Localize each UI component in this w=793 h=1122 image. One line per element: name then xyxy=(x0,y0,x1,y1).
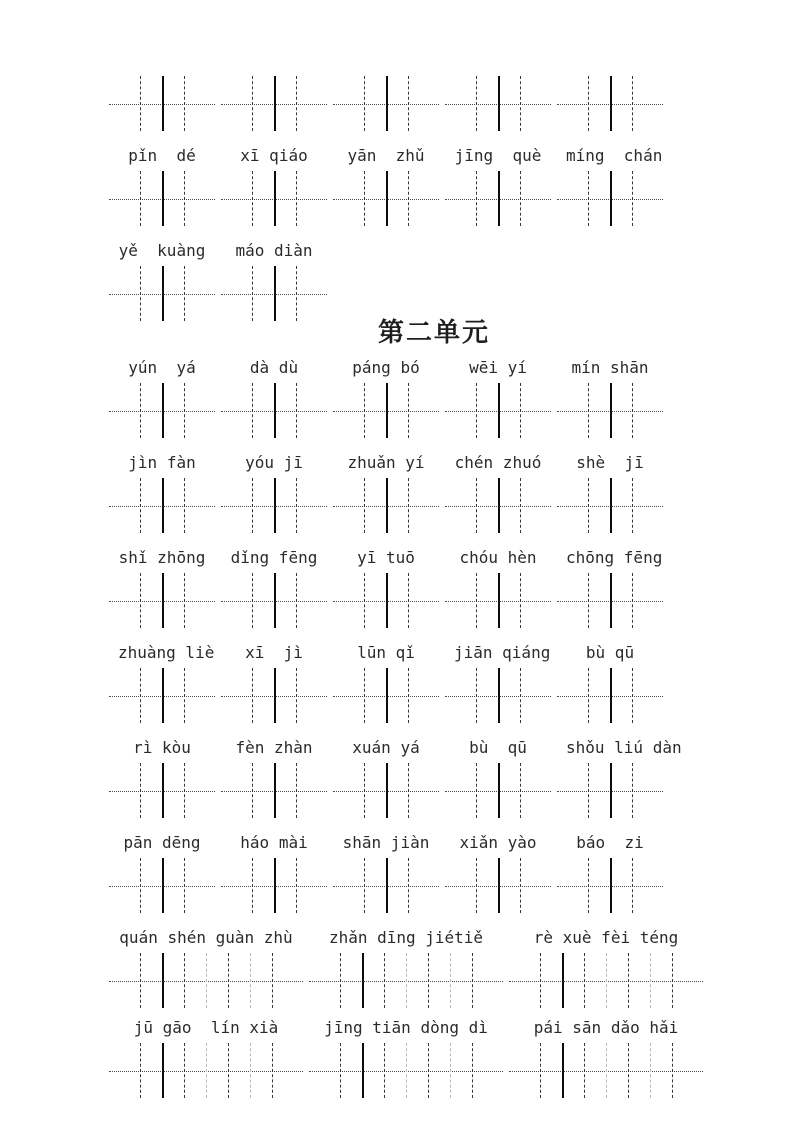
grid-line xyxy=(252,171,253,226)
pinyin-word: jīng tiān dòng dì xyxy=(324,1018,488,1037)
grid-line xyxy=(184,76,185,131)
grid-line xyxy=(386,668,388,723)
grid-line xyxy=(610,573,612,628)
pinyin-word: míng chán xyxy=(566,146,663,165)
grid-line xyxy=(498,763,500,818)
grid-line xyxy=(408,171,409,226)
character-grid-box xyxy=(230,383,318,438)
pinyin-word: mín shān xyxy=(571,358,649,377)
pinyin-word: shǒu liú dàn xyxy=(566,738,682,757)
pinyin-word: lūn qǐ xyxy=(357,643,415,662)
grid-line xyxy=(364,171,365,226)
grid-line xyxy=(476,573,477,628)
grid-line xyxy=(520,171,521,226)
grid-line xyxy=(408,76,409,131)
character-grid-box xyxy=(118,171,206,226)
pinyin-word: quán shén guàn zhù xyxy=(119,928,293,947)
grid-line xyxy=(450,953,451,1008)
grid-line xyxy=(520,668,521,723)
character-grid-box xyxy=(454,478,542,533)
pinyin-word: chōng fēng xyxy=(566,548,663,567)
grid-line xyxy=(206,1043,207,1098)
grid-line xyxy=(386,478,388,533)
grid-line xyxy=(252,266,253,321)
grid-line xyxy=(384,953,385,1008)
grid-line xyxy=(184,858,185,913)
pinyin-word: dà dù xyxy=(249,358,299,377)
grid-line xyxy=(184,763,185,818)
grid-line xyxy=(540,953,541,1008)
grid-line xyxy=(606,953,607,1008)
pinyin-row xyxy=(118,642,793,664)
grid-line xyxy=(206,953,207,1008)
grid-line xyxy=(588,478,589,533)
grid-line xyxy=(184,1043,185,1098)
grid-line xyxy=(140,858,141,913)
grid-line xyxy=(386,858,388,913)
grid-line xyxy=(252,763,253,818)
character-grid-box xyxy=(118,763,206,818)
grid-line xyxy=(520,763,521,818)
grid-line xyxy=(562,1043,564,1098)
character-grid-box xyxy=(342,668,430,723)
grid-line xyxy=(610,668,612,723)
pinyin-word: háo mài xyxy=(240,833,308,852)
grid-line xyxy=(184,668,185,723)
character-grid-box xyxy=(518,1043,694,1098)
character-grid-box xyxy=(454,76,542,131)
grid-line xyxy=(140,171,141,226)
character-grid-box xyxy=(118,383,206,438)
grid-line xyxy=(184,383,185,438)
grid-line xyxy=(296,573,297,628)
pinyin-word: bù qū xyxy=(469,738,527,757)
character-grid-box xyxy=(342,478,430,533)
worksheet-section-top xyxy=(118,76,793,321)
grid-line xyxy=(498,858,500,913)
character-grid-box xyxy=(230,171,318,226)
grid-line xyxy=(252,668,253,723)
grid-line xyxy=(364,383,365,438)
character-grid-box xyxy=(566,383,654,438)
pinyin-word: pān dēng xyxy=(123,833,201,852)
grid-line xyxy=(632,668,633,723)
grid-line xyxy=(386,76,388,131)
grid-line xyxy=(476,478,477,533)
grid-line xyxy=(162,266,164,321)
grid-box-row xyxy=(118,953,793,1008)
grid-line xyxy=(584,1043,585,1098)
pinyin-row xyxy=(118,547,793,569)
grid-line xyxy=(588,383,589,438)
grid-line xyxy=(340,1043,341,1098)
grid-line xyxy=(140,266,141,321)
grid-line xyxy=(408,478,409,533)
grid-line xyxy=(340,953,341,1008)
grid-line xyxy=(476,763,477,818)
pinyin-word: yī tuō xyxy=(357,548,415,567)
grid-line xyxy=(476,171,477,226)
grid-line xyxy=(588,668,589,723)
pinyin-word: yě kuàng xyxy=(118,241,206,260)
grid-line xyxy=(274,478,276,533)
pinyin-row xyxy=(118,832,793,854)
character-grid-box xyxy=(566,573,654,628)
pinyin-row xyxy=(118,927,793,949)
grid-line xyxy=(386,573,388,628)
grid-line xyxy=(184,266,185,321)
grid-line xyxy=(274,171,276,226)
pinyin-row xyxy=(118,240,793,262)
grid-line xyxy=(632,763,633,818)
grid-line xyxy=(162,573,164,628)
pinyin-word: chén zhuó xyxy=(454,453,542,472)
pinyin-word: máo diàn xyxy=(235,241,313,260)
pinyin-word: shān jiàn xyxy=(342,833,430,852)
pinyin-word: yóu jī xyxy=(245,453,303,472)
pinyin-row xyxy=(118,737,793,759)
grid-line xyxy=(162,76,164,131)
pinyin-word: páng bó xyxy=(352,358,420,377)
grid-line xyxy=(632,76,633,131)
character-grid-box xyxy=(230,478,318,533)
grid-line xyxy=(408,858,409,913)
character-grid-box xyxy=(518,953,694,1008)
grid-line xyxy=(140,668,141,723)
pinyin-word: wēi yí xyxy=(469,358,527,377)
character-grid-box xyxy=(118,1043,294,1098)
grid-line xyxy=(140,478,141,533)
grid-line xyxy=(228,953,229,1008)
character-grid-box xyxy=(566,763,654,818)
pinyin-word: rè xuè fèi téng xyxy=(533,928,679,947)
pinyin-word: xiǎn yào xyxy=(459,833,537,852)
character-grid-box xyxy=(230,266,318,321)
character-grid-box xyxy=(118,76,206,131)
character-grid-box xyxy=(118,858,206,913)
grid-line xyxy=(588,171,589,226)
worksheet-section-unit2 xyxy=(118,357,793,1098)
grid-line xyxy=(364,573,365,628)
grid-line xyxy=(228,1043,229,1098)
grid-line xyxy=(498,76,500,131)
grid-line xyxy=(520,478,521,533)
grid-line xyxy=(274,383,276,438)
grid-line xyxy=(650,1043,651,1098)
grid-box-row xyxy=(118,1043,793,1098)
pinyin-word: bù qū xyxy=(585,643,635,662)
grid-line xyxy=(498,668,500,723)
grid-line xyxy=(498,478,500,533)
character-grid-box xyxy=(454,668,542,723)
grid-line xyxy=(140,1043,141,1098)
grid-line xyxy=(162,171,164,226)
pinyin-word: zhuàng liè xyxy=(118,643,215,662)
grid-line xyxy=(274,668,276,723)
grid-box-row xyxy=(118,171,793,226)
grid-line xyxy=(252,573,253,628)
grid-line xyxy=(296,668,297,723)
grid-line xyxy=(140,76,141,131)
grid-line xyxy=(632,383,633,438)
grid-line xyxy=(274,858,276,913)
character-grid-box xyxy=(342,76,430,131)
grid-line xyxy=(584,953,585,1008)
grid-line xyxy=(632,171,633,226)
grid-line xyxy=(140,383,141,438)
grid-line xyxy=(364,76,365,131)
pinyin-row xyxy=(118,357,793,379)
character-grid-box xyxy=(454,171,542,226)
grid-line xyxy=(588,763,589,818)
grid-line xyxy=(520,573,521,628)
character-grid-box xyxy=(118,266,206,321)
grid-line xyxy=(274,76,276,131)
grid-line xyxy=(272,953,273,1008)
character-grid-box xyxy=(566,76,654,131)
grid-line xyxy=(562,953,564,1008)
pinyin-word: pǐn dé xyxy=(128,146,196,165)
grid-line xyxy=(274,266,276,321)
grid-line xyxy=(184,953,185,1008)
pinyin-word: yān zhǔ xyxy=(347,146,425,165)
grid-line xyxy=(184,478,185,533)
pinyin-row xyxy=(118,145,793,167)
pinyin-word: báo zi xyxy=(576,833,644,852)
grid-line xyxy=(184,171,185,226)
unit-title: 第二单元 xyxy=(377,317,490,347)
grid-line xyxy=(610,171,612,226)
grid-line xyxy=(610,478,612,533)
pinyin-word: jīng què xyxy=(454,146,542,165)
grid-line xyxy=(520,383,521,438)
grid-line xyxy=(364,478,365,533)
grid-line xyxy=(140,573,141,628)
grid-line xyxy=(162,858,164,913)
grid-line xyxy=(408,763,409,818)
pinyin-word: zhuǎn yí xyxy=(347,453,425,472)
character-grid-box xyxy=(230,76,318,131)
grid-line xyxy=(296,171,297,226)
character-grid-box xyxy=(342,383,430,438)
grid-box-row xyxy=(118,858,793,913)
grid-line xyxy=(588,858,589,913)
character-grid-box xyxy=(118,478,206,533)
grid-line xyxy=(472,953,473,1008)
character-grid-box xyxy=(454,573,542,628)
grid-line xyxy=(252,76,253,131)
character-grid-box xyxy=(230,573,318,628)
grid-line xyxy=(428,953,429,1008)
grid-line xyxy=(632,573,633,628)
grid-line xyxy=(272,1043,273,1098)
grid-line xyxy=(610,383,612,438)
pinyin-word: yún yá xyxy=(128,358,196,377)
character-grid-box xyxy=(454,858,542,913)
pinyin-word: pái sān dǎo hǎi xyxy=(533,1018,679,1037)
grid-line xyxy=(140,763,141,818)
grid-line xyxy=(296,76,297,131)
grid-line xyxy=(296,383,297,438)
character-grid-box xyxy=(318,1043,494,1098)
grid-line xyxy=(162,668,164,723)
grid-line xyxy=(362,1043,364,1098)
grid-line xyxy=(296,478,297,533)
grid-line xyxy=(540,1043,541,1098)
grid-line xyxy=(628,953,629,1008)
grid-box-row xyxy=(118,266,793,321)
grid-line xyxy=(162,383,164,438)
grid-line xyxy=(386,383,388,438)
character-grid-box xyxy=(566,858,654,913)
character-grid-box xyxy=(566,478,654,533)
grid-line xyxy=(364,763,365,818)
pinyin-word: shè jī xyxy=(576,453,644,472)
character-grid-box xyxy=(118,573,206,628)
grid-line xyxy=(476,858,477,913)
grid-box-row xyxy=(118,763,793,818)
character-grid-box xyxy=(230,763,318,818)
grid-line xyxy=(672,1043,673,1098)
character-grid-box xyxy=(342,573,430,628)
grid-line xyxy=(472,1043,473,1098)
grid-line xyxy=(162,478,164,533)
grid-line xyxy=(498,573,500,628)
grid-line xyxy=(386,171,388,226)
grid-line xyxy=(386,763,388,818)
grid-line xyxy=(406,953,407,1008)
pinyin-row xyxy=(118,452,793,474)
grid-line xyxy=(162,1043,164,1098)
grid-line xyxy=(610,763,612,818)
pinyin-word: dǐng fēng xyxy=(230,548,318,567)
grid-line xyxy=(606,1043,607,1098)
grid-line xyxy=(250,953,251,1008)
grid-line xyxy=(428,1043,429,1098)
grid-line xyxy=(140,953,141,1008)
pinyin-word: jiān qiáng xyxy=(454,643,551,662)
grid-line xyxy=(252,383,253,438)
grid-line xyxy=(184,573,185,628)
pinyin-word: xī jì xyxy=(245,643,303,662)
pinyin-word: jū gāo lín xià xyxy=(133,1018,279,1037)
grid-line xyxy=(498,383,500,438)
grid-line xyxy=(476,383,477,438)
grid-line xyxy=(520,76,521,131)
grid-box-row xyxy=(118,76,793,131)
grid-line xyxy=(296,266,297,321)
character-grid-box xyxy=(454,763,542,818)
character-grid-box xyxy=(118,953,294,1008)
pinyin-word: zhǎn dīng jiétiě xyxy=(328,928,484,947)
grid-line xyxy=(274,573,276,628)
grid-line xyxy=(610,858,612,913)
grid-line xyxy=(450,1043,451,1098)
grid-line xyxy=(408,383,409,438)
grid-line xyxy=(250,1043,251,1098)
grid-line xyxy=(588,573,589,628)
grid-line xyxy=(252,858,253,913)
grid-line xyxy=(520,858,521,913)
grid-box-row xyxy=(118,573,793,628)
grid-line xyxy=(476,76,477,131)
character-grid-box xyxy=(230,858,318,913)
character-grid-box xyxy=(454,383,542,438)
grid-line xyxy=(650,953,651,1008)
grid-line xyxy=(588,76,589,131)
grid-line xyxy=(632,858,633,913)
character-grid-box xyxy=(342,763,430,818)
grid-line xyxy=(672,953,673,1008)
grid-line xyxy=(296,858,297,913)
grid-line xyxy=(274,763,276,818)
grid-line xyxy=(162,763,164,818)
grid-line xyxy=(362,953,364,1008)
grid-line xyxy=(364,668,365,723)
grid-line xyxy=(252,478,253,533)
character-grid-box xyxy=(230,668,318,723)
character-grid-box xyxy=(118,668,206,723)
grid-line xyxy=(610,76,612,131)
grid-line xyxy=(476,668,477,723)
pinyin-word: xuán yá xyxy=(352,738,420,757)
grid-line xyxy=(384,1043,385,1098)
grid-box-row xyxy=(118,668,793,723)
grid-line xyxy=(406,1043,407,1098)
grid-line xyxy=(408,573,409,628)
grid-line xyxy=(408,668,409,723)
grid-line xyxy=(498,171,500,226)
grid-line xyxy=(296,763,297,818)
grid-line xyxy=(632,478,633,533)
pinyin-word: jìn fàn xyxy=(128,453,196,472)
grid-box-row xyxy=(118,383,793,438)
pinyin-word: shǐ zhōng xyxy=(118,548,206,567)
grid-line xyxy=(628,1043,629,1098)
character-grid-box xyxy=(566,171,654,226)
grid-line xyxy=(364,858,365,913)
character-grid-box xyxy=(342,858,430,913)
pinyin-word: rì kòu xyxy=(133,738,191,757)
character-grid-box xyxy=(318,953,494,1008)
character-grid-box xyxy=(566,668,654,723)
pinyin-row xyxy=(118,1017,793,1039)
pinyin-word: fèn zhàn xyxy=(235,738,313,757)
grid-line xyxy=(162,953,164,1008)
character-grid-box xyxy=(342,171,430,226)
pinyin-word: chóu hèn xyxy=(459,548,537,567)
pinyin-word: xī qiáo xyxy=(240,146,308,165)
grid-box-row xyxy=(118,478,793,533)
